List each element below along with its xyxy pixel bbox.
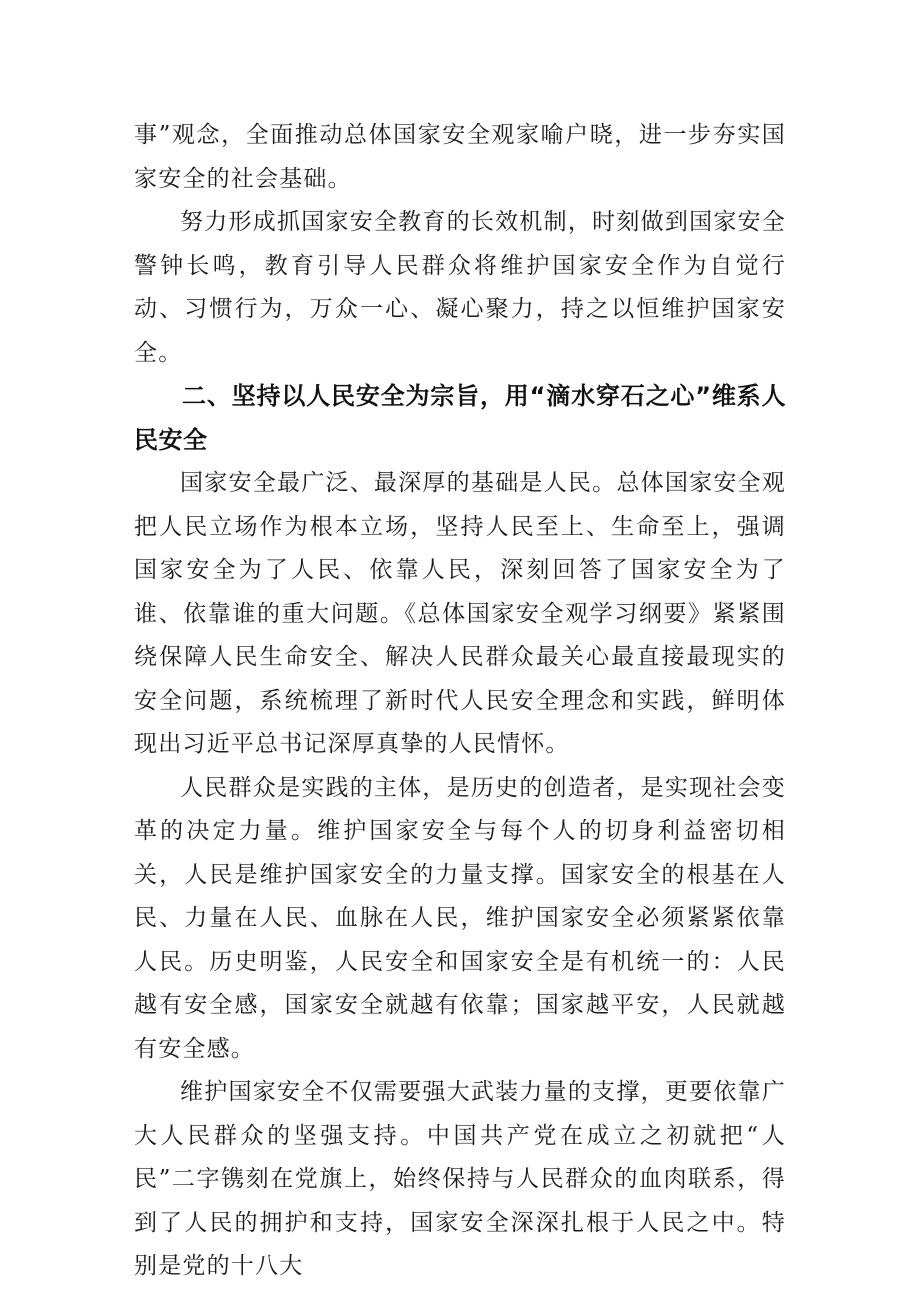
paragraph-security-education: 努力形成抓国家安全教育的长效机制，时刻做到国家安全警钟长鸣，教育引导人民群众将维护国家安全作为自觉行动、习惯行为，万众一心、凝心聚力，持之以恒维护国家安全。 bbox=[134, 209, 786, 366]
paragraph-people-support: 维护国家安全不仅需要强大武装力量的支撑，更要依靠广大人民群众的坚强支持。中国共产党在成立之初就把“人民”二字镌刻在党旗上，始终保持与人民群众的血肉联系，得到了人民的拥护和支持，国家安全深深扎根于人民之中。特别是党的十八大 bbox=[134, 1079, 786, 1279]
paragraph-people-main-body: 人民群众是实践的主体，是历史的创造者，是实现社会变革的决定力量。维护国家安全与每个人的切身利益密切相关，人民是维护国家安全的力量支撑。国家安全的根基在人民、力量在人民、血脉在人民，维护国家安全必须紧紧依靠人民。历史明鉴，人民安全和国家安全是有机统一的：人民越有安全感，国家安全就越有依靠；国家越平安，人民就越有安全感。 bbox=[134, 774, 786, 1062]
document-body bbox=[134, 114, 786, 1289]
paragraph-continuation: 事”观念，全面推动总体国家安全观家喻户晓，进一步夯实国家安全的社会基础。 bbox=[134, 122, 786, 192]
section-heading-people-security: 二、坚持以人民安全为宗旨，用“滴水穿石之心”维系人民安全 bbox=[134, 382, 786, 454]
paragraph-people-foundation: 国家安全最广泛、最深厚的基础是人民。总体国家安全观把人民立场作为根本立场，坚持人民至上、生命至上，强调国家安全为了人民、依靠人民，深刻回答了国家安全为了谁、依靠谁的重大问题。《总体国家安全观学习纲要》紧紧围绕保障人民生命安全、解决人民群众最关心最直接最现实的安全问题，系统梳理了新时代人民安全理念和实践，鲜明体现出习近平总书记深厚真挚的人民情怀。 bbox=[134, 470, 786, 757]
